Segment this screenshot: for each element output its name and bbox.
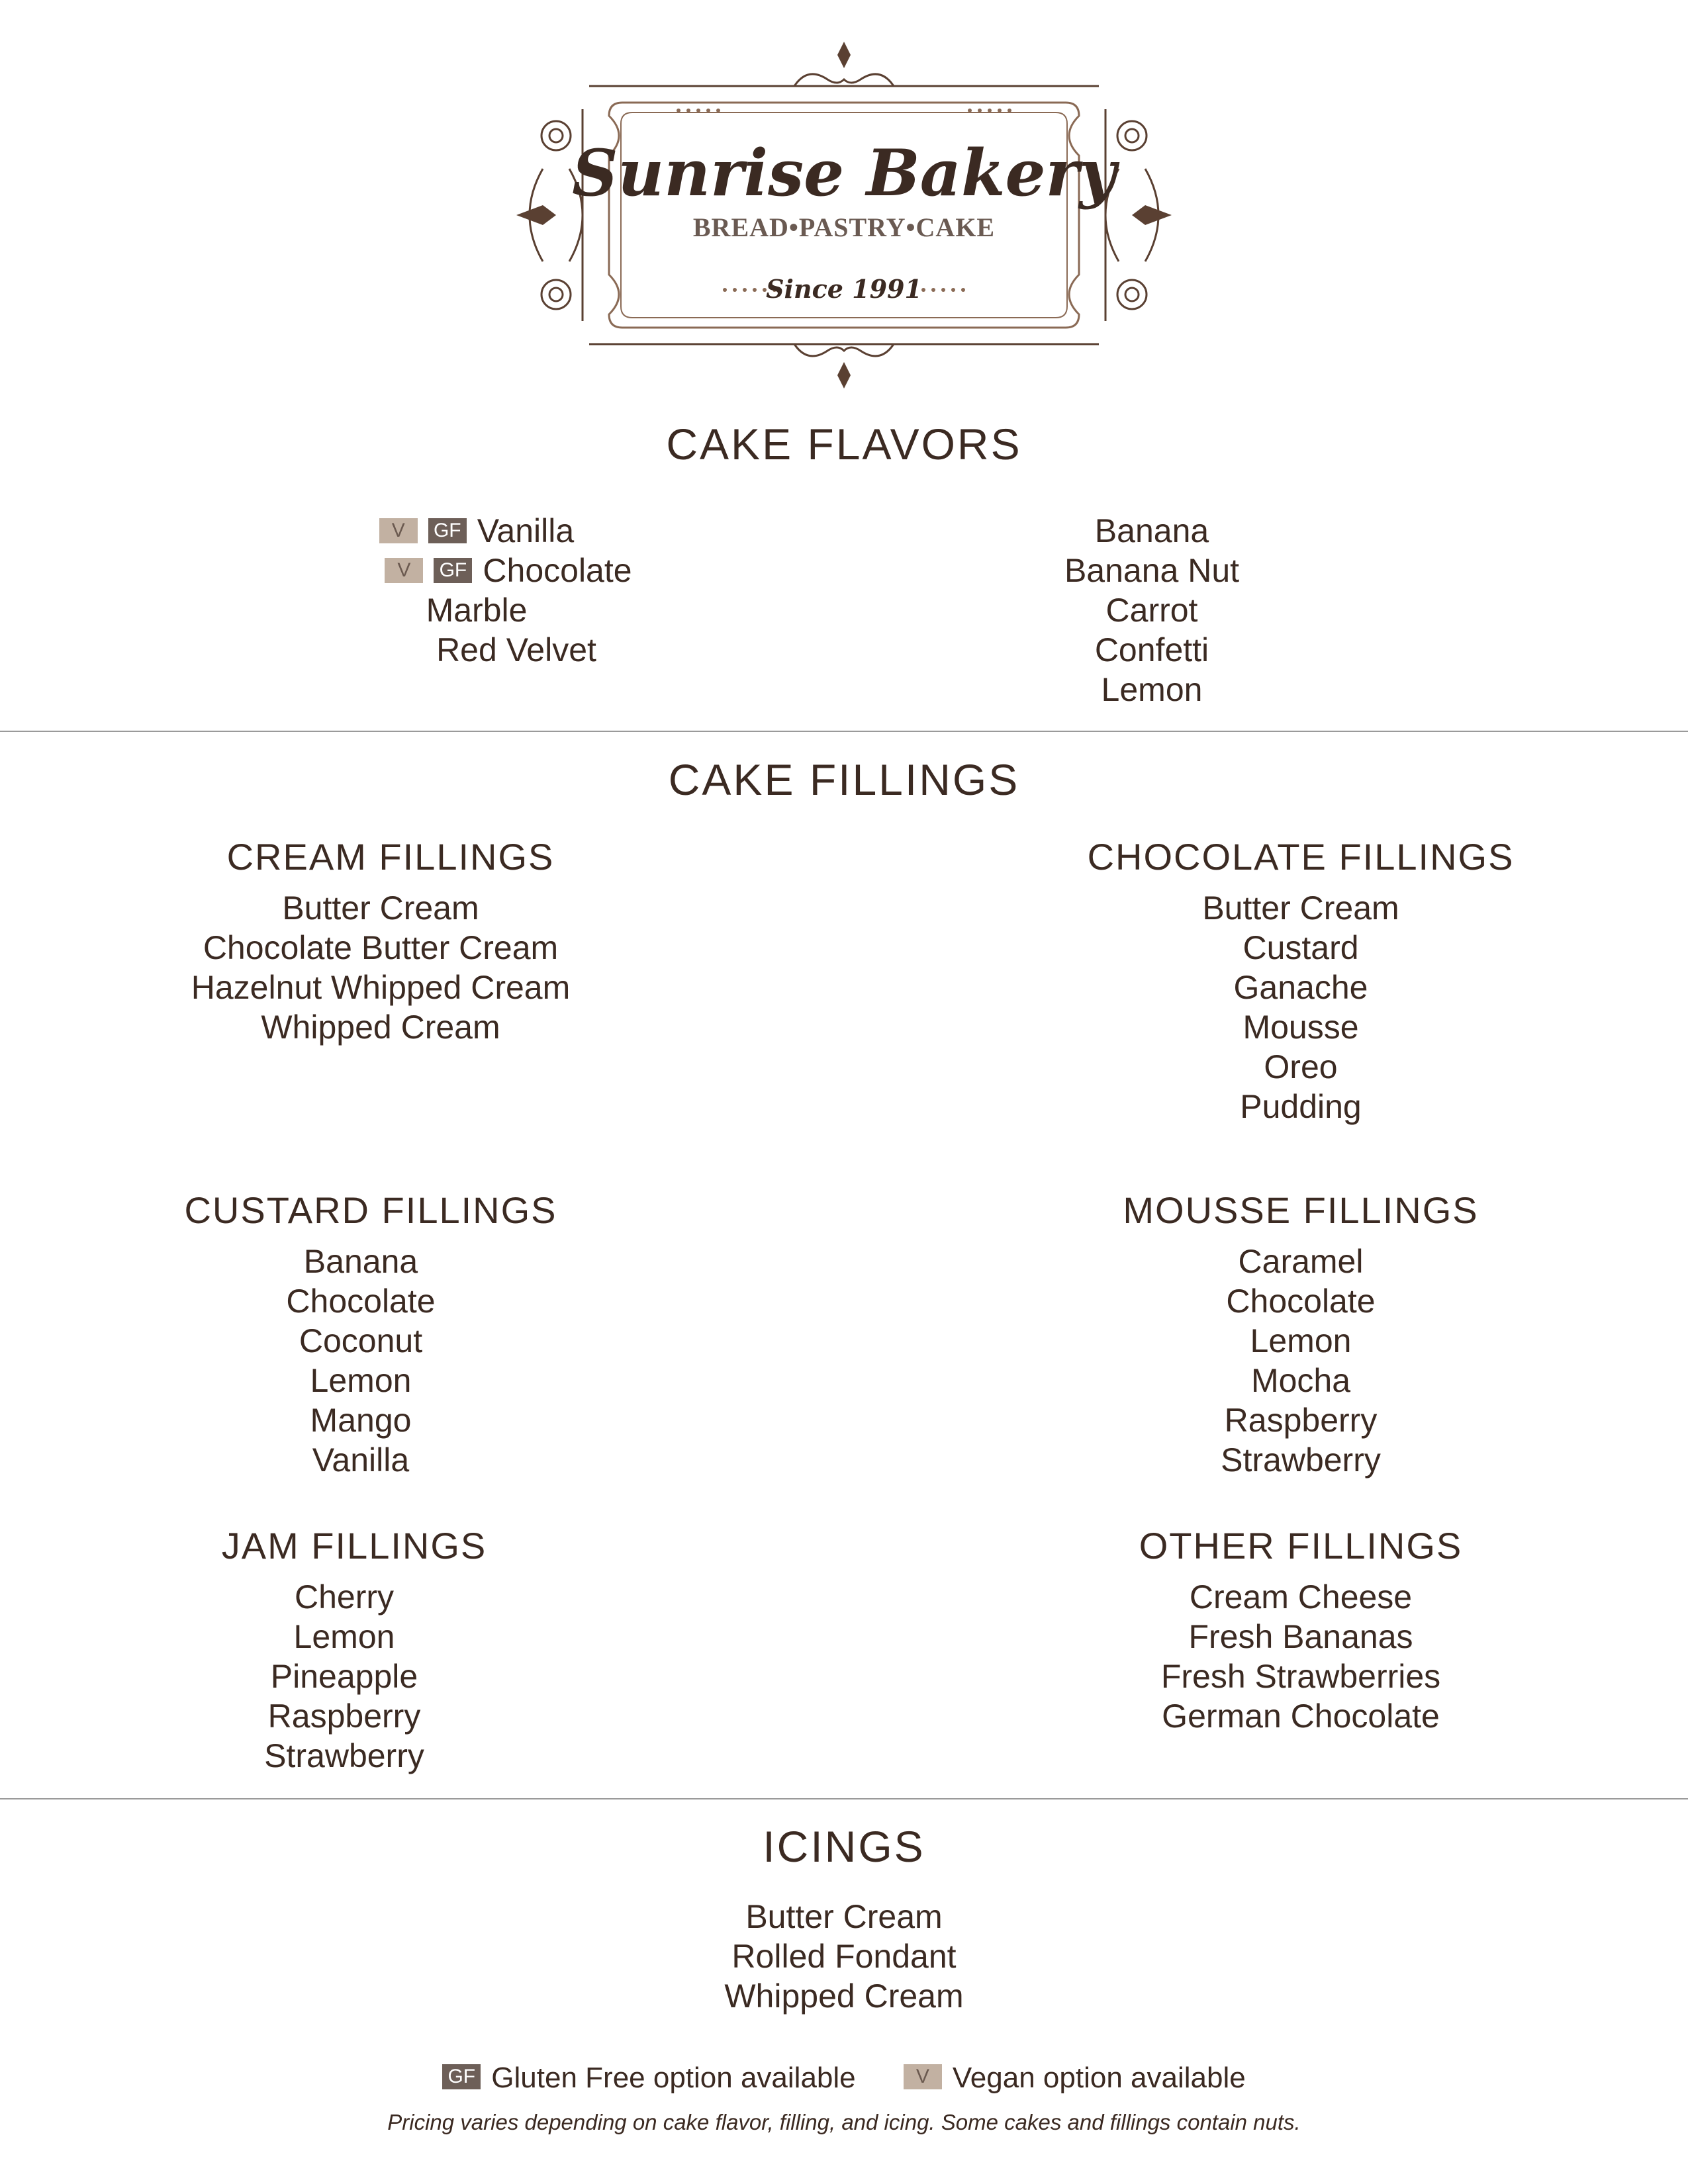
list-item: Fresh Strawberries (1160, 1658, 1441, 1695)
flavor-name: Chocolate (483, 552, 632, 589)
vegan-badge: V (379, 518, 418, 543)
filling-group-list (264, 1577, 424, 1776)
filling-group-list (1202, 888, 1399, 1126)
list-item: Whipped Cream (261, 1009, 500, 1046)
list-item: Custard (1243, 929, 1359, 966)
flavor-row (0, 590, 1006, 630)
list-item: Lemon (310, 1362, 412, 1399)
list-item: Fresh Bananas (1188, 1618, 1413, 1655)
list-item: Vanilla (312, 1441, 410, 1479)
gluten-free-text: Gluten Free option available (491, 2062, 856, 2094)
flavor-row (0, 551, 1038, 590)
filling-group-title: CHOCOLATE FILLINGS (1087, 836, 1515, 878)
list-item: Cream Cheese (1189, 1578, 1413, 1615)
list-item: German Chocolate (1162, 1698, 1440, 1735)
logo-name: Sunrise Bakery (572, 136, 1116, 210)
list-item: Hazelnut Whipped Cream (191, 969, 571, 1006)
list-item: Lemon (293, 1618, 395, 1655)
flavors-right-list (1064, 511, 1239, 709)
filling-group-title: JAM FILLINGS (221, 1525, 487, 1567)
list-item: Mousse (1243, 1009, 1359, 1046)
flavor-row (0, 630, 1046, 670)
vegan-text: Vegan option available (952, 2062, 1246, 2094)
list-item: Banana (1094, 512, 1209, 549)
filling-group-list (1161, 1577, 1440, 1736)
gluten-free-badge: GF (434, 558, 472, 583)
filling-group-list (286, 1242, 435, 1480)
list-item: Strawberry (264, 1737, 424, 1774)
list-item: Mango (310, 1402, 412, 1439)
legend-gluten-free (442, 2058, 855, 2098)
vegan-badge: V (385, 558, 423, 583)
list-item: Oreo (1264, 1048, 1338, 1085)
legend-vegan (904, 2058, 1246, 2098)
list-item: Rolled Fondant (731, 1938, 957, 1975)
list-item: Carrot (1105, 592, 1198, 629)
filling-group-title: CUSTARD FILLINGS (184, 1189, 557, 1231)
list-item: Pineapple (270, 1658, 418, 1695)
list-item: Coconut (299, 1322, 423, 1359)
flavor-name: Red Velvet (436, 631, 596, 668)
list-item: Ganache (1233, 969, 1368, 1006)
icings-list (724, 1897, 963, 2016)
pricing-footnote: Pricing varies depending on cake flavor, filling, and icing. Some cakes and fillings contain nuts. (387, 2110, 1301, 2134)
logo-since: Since 1991 (766, 274, 922, 304)
cake-fillings-title: CAKE FILLINGS (668, 755, 1020, 804)
icings-title: ICINGS (763, 1822, 925, 1871)
cake-flavors-title: CAKE FLAVORS (666, 420, 1022, 469)
list-item: Mocha (1250, 1362, 1351, 1399)
filling-group-title: OTHER FILLINGS (1139, 1525, 1463, 1567)
list-item: Raspberry (1224, 1402, 1378, 1439)
bakery-logo (516, 36, 1172, 394)
filling-group-list (1221, 1242, 1381, 1480)
flavor-name: Vanilla (477, 512, 575, 549)
flavor-name: Marble (426, 592, 528, 629)
list-item: Banana Nut (1064, 552, 1240, 589)
list-item: Banana (303, 1243, 418, 1280)
legend (0, 2058, 1688, 2098)
filling-group-title: MOUSSE FILLINGS (1123, 1189, 1479, 1231)
gluten-free-badge: GF (428, 518, 467, 543)
list-item: Chocolate (286, 1283, 436, 1320)
list-item: Chocolate Butter Cream (203, 929, 559, 966)
vegan-badge: V (904, 2064, 942, 2089)
list-item: Whipped Cream (724, 1978, 964, 2015)
list-item: Confetti (1094, 631, 1209, 668)
filling-group-list (191, 888, 571, 1047)
list-item: Chocolate (1226, 1283, 1376, 1320)
list-item: Butter Cream (1202, 889, 1399, 927)
list-item: Butter Cream (282, 889, 479, 927)
list-item: Strawberry (1221, 1441, 1381, 1479)
list-item: Lemon (1101, 671, 1203, 708)
list-item: Pudding (1240, 1088, 1362, 1125)
filling-group-title: CREAM FILLINGS (226, 836, 555, 878)
divider (0, 731, 1688, 732)
list-item: Raspberry (267, 1698, 421, 1735)
list-item: Lemon (1250, 1322, 1352, 1359)
list-item: Caramel (1238, 1243, 1364, 1280)
list-item: Butter Cream (745, 1898, 943, 1935)
logo-tagline: BREAD•PASTRY•CAKE (692, 212, 996, 242)
flavor-row (0, 511, 1006, 551)
divider (0, 1798, 1688, 1799)
gluten-free-badge: GF (442, 2064, 481, 2089)
list-item: Cherry (294, 1578, 395, 1615)
